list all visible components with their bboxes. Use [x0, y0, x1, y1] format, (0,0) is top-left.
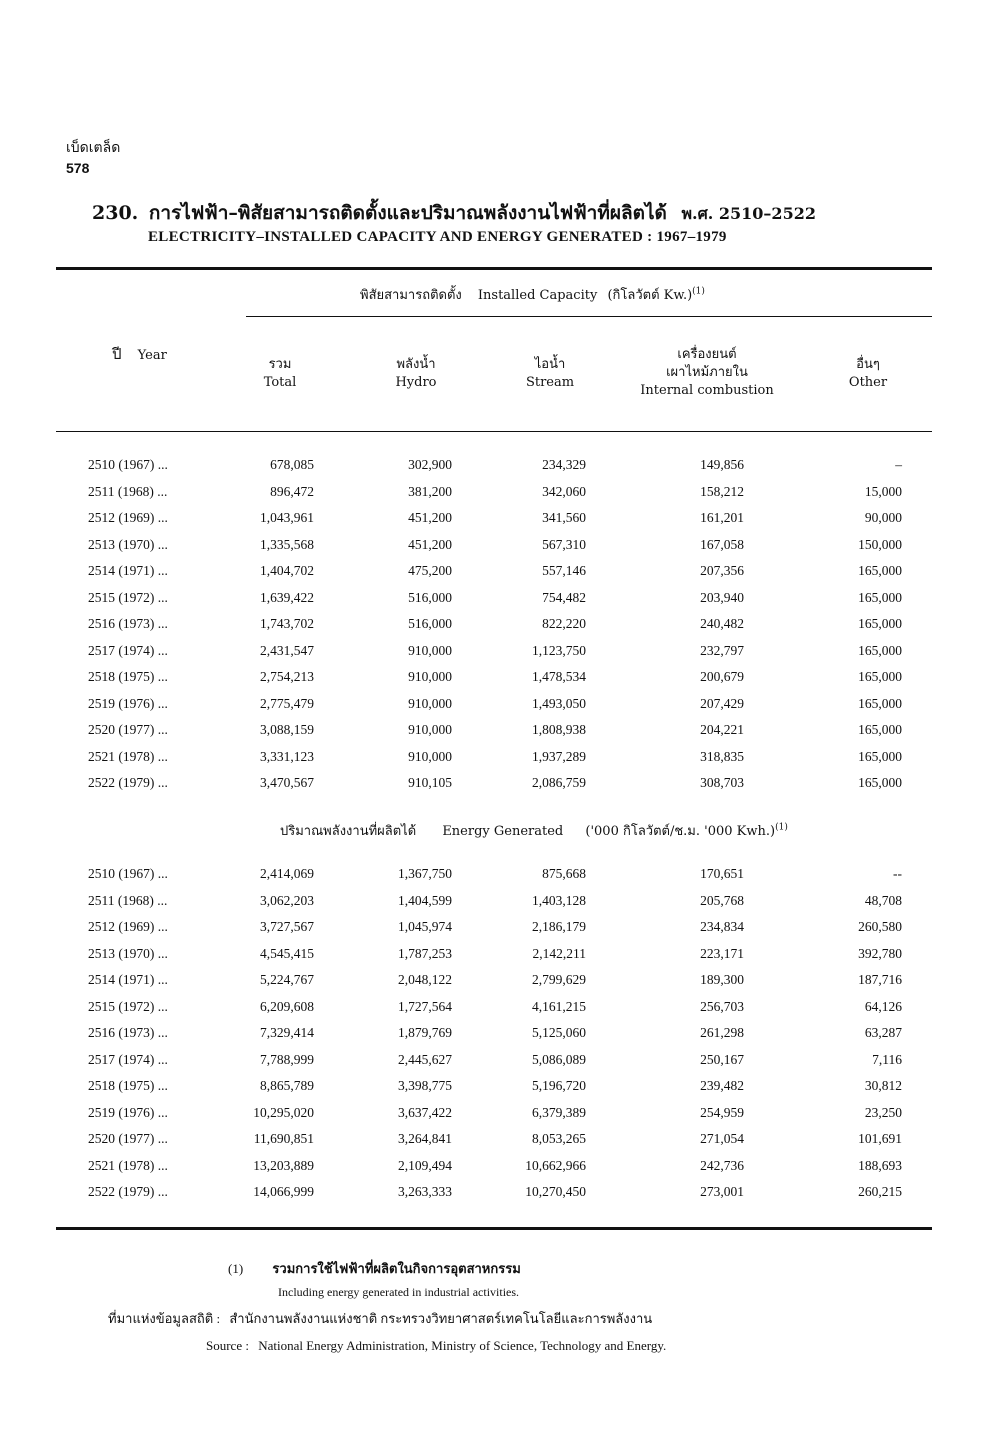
cell-other: 165,000	[858, 669, 902, 684]
cell-hydro: 516,000	[408, 616, 452, 631]
cell-internal: 149,856	[700, 457, 744, 472]
cell-year: 2513 (1970) ...	[88, 945, 168, 961]
cell-total: 1,043,961	[260, 510, 314, 525]
table-row	[0, 722, 990, 748]
cell-year: 2510 (1967) ...	[88, 457, 168, 472]
cell-internal: 223,171	[700, 945, 744, 961]
cell-total: 2,775,479	[260, 695, 314, 711]
source-english-label: Source :	[206, 1338, 249, 1353]
cell-internal: 158,212	[700, 483, 744, 499]
cell-hydro: 3,637,422	[398, 1104, 452, 1120]
cell-other: 63,287	[864, 1025, 902, 1040]
cell-other: 392,780	[858, 945, 902, 961]
cell-stream: 875,668	[542, 866, 586, 881]
cell-hydro: 451,200	[408, 510, 452, 525]
cell-stream: 5,086,089	[532, 1051, 586, 1067]
cell-internal: 207,429	[700, 695, 744, 711]
cell-total: 2,754,213	[260, 669, 314, 684]
cell-hydro: 3,263,333	[398, 1184, 452, 1199]
cell-other: 165,000	[858, 775, 902, 790]
page-number: 578	[66, 160, 90, 176]
cell-internal: 161,201	[700, 510, 744, 525]
cell-stream: 1,493,050	[532, 695, 586, 711]
cell-total: 1,743,702	[260, 616, 314, 631]
cell-hydro: 1,727,564	[398, 998, 452, 1014]
column-header-hydro-thai: พลังน้ำ	[396, 357, 436, 372]
column-header-other	[828, 356, 908, 392]
cell-total: 8,865,789	[260, 1078, 314, 1093]
table-row	[0, 749, 990, 775]
cell-internal: 254,959	[700, 1104, 744, 1120]
cell-internal: 203,940	[700, 589, 744, 605]
cell-stream: 234,329	[542, 457, 586, 472]
cell-other: 48,708	[864, 892, 902, 908]
column-header-other-english: Other	[848, 375, 888, 390]
cell-other: 165,000	[858, 563, 902, 578]
cell-year: 2514 (1971) ...	[88, 563, 168, 578]
cell-total: 896,472	[270, 483, 314, 499]
table-row	[0, 1025, 990, 1051]
cell-stream: 10,662,966	[525, 1157, 586, 1173]
cell-total: 1,639,422	[260, 589, 314, 605]
cell-internal: 167,058	[700, 536, 744, 552]
cell-other: 187,716	[858, 972, 902, 987]
cell-internal: 261,298	[700, 1025, 744, 1040]
table-row	[0, 972, 990, 998]
cell-year: 2511 (1968) ...	[88, 892, 168, 908]
table-row	[0, 919, 990, 945]
cell-stream: 557,146	[542, 563, 586, 578]
cell-hydro: 2,048,122	[398, 972, 452, 987]
cell-internal: 205,768	[700, 892, 744, 908]
cell-year: 2521 (1978) ...	[88, 748, 168, 764]
footnote-marker: (1)	[228, 1261, 244, 1276]
table-row	[0, 510, 990, 536]
cell-hydro: 910,000	[408, 669, 452, 684]
table-row	[0, 643, 990, 669]
cell-internal: 200,679	[700, 669, 744, 684]
cell-year: 2520 (1977) ...	[88, 722, 168, 737]
cell-other: 30,812	[864, 1078, 902, 1093]
cell-stream: 341,560	[542, 510, 586, 525]
year-header-english: Year	[137, 348, 167, 363]
cell-other: 90,000	[864, 510, 902, 525]
table-row	[0, 669, 990, 695]
cell-other: 23,250	[864, 1104, 902, 1120]
cell-stream: 567,310	[542, 536, 586, 552]
cell-internal: 239,482	[700, 1078, 744, 1093]
cell-other: 260,580	[858, 919, 902, 934]
table-title-english: ELECTRICITY–INSTALLED CAPACITY AND ENERGY GENERATED : 1967–1979	[148, 229, 727, 245]
cell-other: 150,000	[858, 536, 902, 552]
cell-internal: 256,703	[700, 998, 744, 1014]
table-row	[0, 893, 990, 919]
cell-internal: 232,797	[700, 642, 744, 658]
cell-other: 7,116	[872, 1051, 902, 1067]
cell-stream: 5,125,060	[532, 1025, 586, 1040]
year-header	[112, 342, 167, 366]
cell-other: 165,000	[858, 748, 902, 764]
cell-stream: 1,808,938	[532, 722, 586, 737]
cell-hydro: 3,264,841	[398, 1131, 452, 1146]
cell-stream: 4,161,215	[532, 998, 586, 1014]
cell-other: 260,215	[858, 1184, 902, 1199]
cell-stream: 2,186,179	[532, 919, 586, 934]
source-thai-label: ที่มาแห่งข้อมูลสถิติ :	[108, 1311, 221, 1326]
cell-year: 2522 (1979) ...	[88, 1184, 168, 1199]
cell-other: 101,691	[858, 1131, 902, 1146]
cell-year: 2516 (1973) ...	[88, 1025, 168, 1040]
table-row	[0, 457, 990, 483]
cell-year: 2518 (1975) ...	[88, 669, 168, 684]
source-english: National Energy Administration, Ministry of Science, Technology and Energy.	[258, 1338, 667, 1353]
cell-year: 2513 (1970) ...	[88, 536, 168, 552]
column-header-total-thai: รวม	[268, 357, 292, 372]
capacity-header-english: Installed Capacity	[477, 288, 598, 303]
cell-stream: 10,270,450	[525, 1184, 586, 1199]
source-english-line	[206, 1338, 666, 1354]
cell-year: 2520 (1977) ...	[88, 1131, 168, 1146]
cell-stream: 1,937,289	[532, 748, 586, 764]
cell-hydro: 381,200	[408, 483, 452, 499]
cell-other: 15,000	[864, 483, 902, 499]
table-title-thai-line	[92, 198, 816, 228]
column-header-total-english: Total	[263, 375, 297, 390]
cell-other: 165,000	[858, 616, 902, 631]
cell-stream: 754,482	[542, 589, 586, 605]
cell-total: 2,431,547	[260, 642, 314, 658]
cell-year: 2512 (1969) ...	[88, 919, 168, 934]
cell-total: 3,088,159	[260, 722, 314, 737]
column-header-internal-combustion	[622, 346, 792, 400]
cell-year: 2512 (1969) ...	[88, 510, 168, 525]
cell-hydro: 516,000	[408, 589, 452, 605]
table-row	[0, 1184, 990, 1210]
cell-internal: 170,651	[700, 866, 744, 881]
energy-header-unit: ('000 กิโลวัตต์/ช.ม. '000 Kwh.)	[585, 824, 776, 839]
cell-internal: 271,054	[700, 1131, 744, 1146]
column-header-stream	[500, 356, 600, 392]
cell-hydro: 302,900	[408, 457, 452, 472]
table-row	[0, 1078, 990, 1104]
capacity-header-rule	[246, 316, 932, 317]
cell-internal: 207,356	[700, 563, 744, 578]
cell-other: 165,000	[858, 722, 902, 737]
column-header-other-thai: อื่นๆ	[856, 357, 880, 372]
capacity-header-unit: (กิโลวัตต์ Kw.)	[607, 288, 693, 303]
cell-stream: 1,478,534	[532, 669, 586, 684]
cell-year: 2522 (1979) ...	[88, 775, 168, 790]
cell-stream: 2,142,211	[532, 945, 586, 961]
bottom-rule	[56, 1227, 932, 1230]
cell-hydro: 475,200	[408, 563, 452, 578]
cell-year: 2519 (1976) ...	[88, 1104, 168, 1120]
cell-total: 4,545,415	[260, 945, 314, 961]
footnote-thai: รวมการใช้ไฟฟ้าที่ผลิตในกิจการอุตสาหกรรม	[272, 1261, 521, 1276]
cell-year: 2521 (1978) ...	[88, 1157, 168, 1173]
table-row	[0, 1131, 990, 1157]
column-header-internal-thai: เครื่องยนต์	[677, 347, 737, 362]
cell-hydro: 1,879,769	[398, 1025, 452, 1040]
cell-year: 2519 (1976) ...	[88, 695, 168, 711]
cell-year: 2510 (1967) ...	[88, 866, 168, 881]
table-number: 230.	[92, 202, 139, 224]
cell-other: --	[893, 866, 902, 881]
footnote-english: Including energy generated in industrial activities.	[278, 1285, 520, 1299]
column-header-internal-english: Internal combustion	[640, 383, 774, 398]
cell-hydro: 2,445,627	[398, 1051, 452, 1067]
footnote	[228, 1258, 521, 1279]
cell-hydro: 1,045,974	[398, 919, 452, 934]
cell-year: 2517 (1974) ...	[88, 642, 168, 658]
cell-stream: 1,403,128	[532, 892, 586, 908]
table-row	[0, 537, 990, 563]
source-thai: สำนักงานพลังงานแห่งชาติ กระทรวงวิทยาศาสตร์เทคโนโลยีและการพลังงาน	[229, 1311, 653, 1326]
cell-stream: 5,196,720	[532, 1078, 586, 1093]
cell-stream: 8,053,265	[532, 1131, 586, 1146]
energy-header-footnote-ref: (1)	[775, 822, 788, 833]
cell-total: 1,335,568	[260, 536, 314, 552]
source-thai-line	[108, 1308, 652, 1329]
cell-hydro: 2,109,494	[398, 1157, 452, 1173]
table-title-years: พ.ศ. 2510–2522	[681, 204, 816, 223]
cell-other: 64,126	[864, 998, 902, 1014]
cell-hydro: 910,000	[408, 642, 452, 658]
cell-hydro: 910,000	[408, 695, 452, 711]
cell-internal: 234,834	[700, 919, 744, 934]
table-row	[0, 775, 990, 801]
cell-total: 1,404,702	[260, 563, 314, 578]
cell-year: 2518 (1975) ...	[88, 1078, 168, 1093]
column-header-total	[230, 356, 330, 392]
cell-stream: 1,123,750	[532, 642, 586, 658]
cell-year: 2515 (1972) ...	[88, 589, 168, 605]
cell-hydro: 1,787,253	[398, 945, 452, 961]
column-header-stream-thai: ไอน้ำ	[534, 357, 566, 372]
cell-other: 165,000	[858, 695, 902, 711]
column-header-hydro-english: Hydro	[395, 375, 437, 390]
table-row	[0, 1158, 990, 1184]
cell-year: 2511 (1968) ...	[88, 483, 168, 499]
section-label: เบ็ดเตล็ด	[66, 140, 121, 156]
cell-total: 3,727,567	[260, 919, 314, 934]
cell-internal: 250,167	[700, 1051, 744, 1067]
cell-year: 2514 (1971) ...	[88, 972, 168, 987]
cell-stream: 2,799,629	[532, 972, 586, 987]
cell-total: 14,066,999	[253, 1184, 314, 1199]
cell-stream: 822,220	[542, 616, 586, 631]
cell-total: 6,209,608	[260, 998, 314, 1014]
cell-stream: 6,379,389	[532, 1104, 586, 1120]
cell-internal: 240,482	[700, 616, 744, 631]
year-header-thai: ปี	[112, 345, 122, 363]
table-row	[0, 696, 990, 722]
cell-internal: 189,300	[700, 972, 744, 987]
cell-total: 2,414,069	[260, 866, 314, 881]
cell-total: 11,690,851	[253, 1131, 314, 1146]
cell-year: 2517 (1974) ...	[88, 1051, 168, 1067]
column-header-internal-thai-2: เผาไหม้ภายใน	[666, 365, 748, 380]
capacity-header-thai: พิสัยสามารถติดตั้ง	[360, 288, 462, 303]
cell-hydro: 910,000	[408, 748, 452, 764]
table-row	[0, 1052, 990, 1078]
cell-total: 5,224,767	[260, 972, 314, 987]
energy-header	[280, 820, 788, 841]
column-header-hydro	[366, 356, 466, 392]
table-row	[0, 1105, 990, 1131]
cell-year: 2515 (1972) ...	[88, 998, 168, 1014]
cell-hydro: 1,404,599	[398, 892, 452, 908]
header-bottom-rule	[56, 431, 932, 432]
cell-hydro: 1,367,750	[398, 866, 452, 881]
cell-total: 3,331,123	[260, 748, 314, 764]
column-header-stream-english: Stream	[525, 375, 575, 390]
cell-internal: 242,736	[700, 1157, 744, 1173]
cell-hydro: 910,000	[408, 722, 452, 737]
energy-header-english: Energy Generated	[442, 824, 564, 839]
capacity-header	[360, 284, 705, 305]
table-row	[0, 484, 990, 510]
cell-total: 3,470,567	[260, 775, 314, 790]
cell-total: 678,085	[270, 457, 314, 472]
cell-internal: 273,001	[700, 1184, 744, 1199]
table-row	[0, 590, 990, 616]
cell-other: 165,000	[858, 589, 902, 605]
cell-total: 3,062,203	[260, 892, 314, 908]
cell-internal: 308,703	[700, 775, 744, 790]
cell-total: 7,329,414	[260, 1025, 314, 1040]
table-row	[0, 866, 990, 892]
table-title-thai: การไฟฟ้า–พิสัยสามารถติดตั้งและปริมาณพลังงานไฟฟ้าที่ผลิตได้	[148, 202, 667, 224]
cell-total: 10,295,020	[253, 1104, 314, 1120]
cell-other: –	[895, 457, 902, 472]
cell-stream: 2,086,759	[532, 775, 586, 790]
cell-hydro: 3,398,775	[398, 1078, 452, 1093]
table-row	[0, 946, 990, 972]
cell-hydro: 910,105	[408, 775, 452, 790]
cell-internal: 204,221	[700, 722, 744, 737]
top-rule	[56, 267, 932, 270]
table-row	[0, 563, 990, 589]
cell-year: 2516 (1973) ...	[88, 616, 168, 631]
table-row	[0, 616, 990, 642]
cell-stream: 342,060	[542, 483, 586, 499]
cell-hydro: 451,200	[408, 536, 452, 552]
cell-total: 7,788,999	[260, 1051, 314, 1067]
cell-other: 188,693	[858, 1157, 902, 1173]
cell-total: 13,203,889	[253, 1157, 314, 1173]
cell-other: 165,000	[858, 642, 902, 658]
capacity-header-footnote-ref: (1)	[692, 286, 705, 297]
table-row	[0, 999, 990, 1025]
cell-internal: 318,835	[700, 748, 744, 764]
energy-header-thai: ปริมาณพลังงานที่ผลิตได้	[280, 824, 417, 839]
